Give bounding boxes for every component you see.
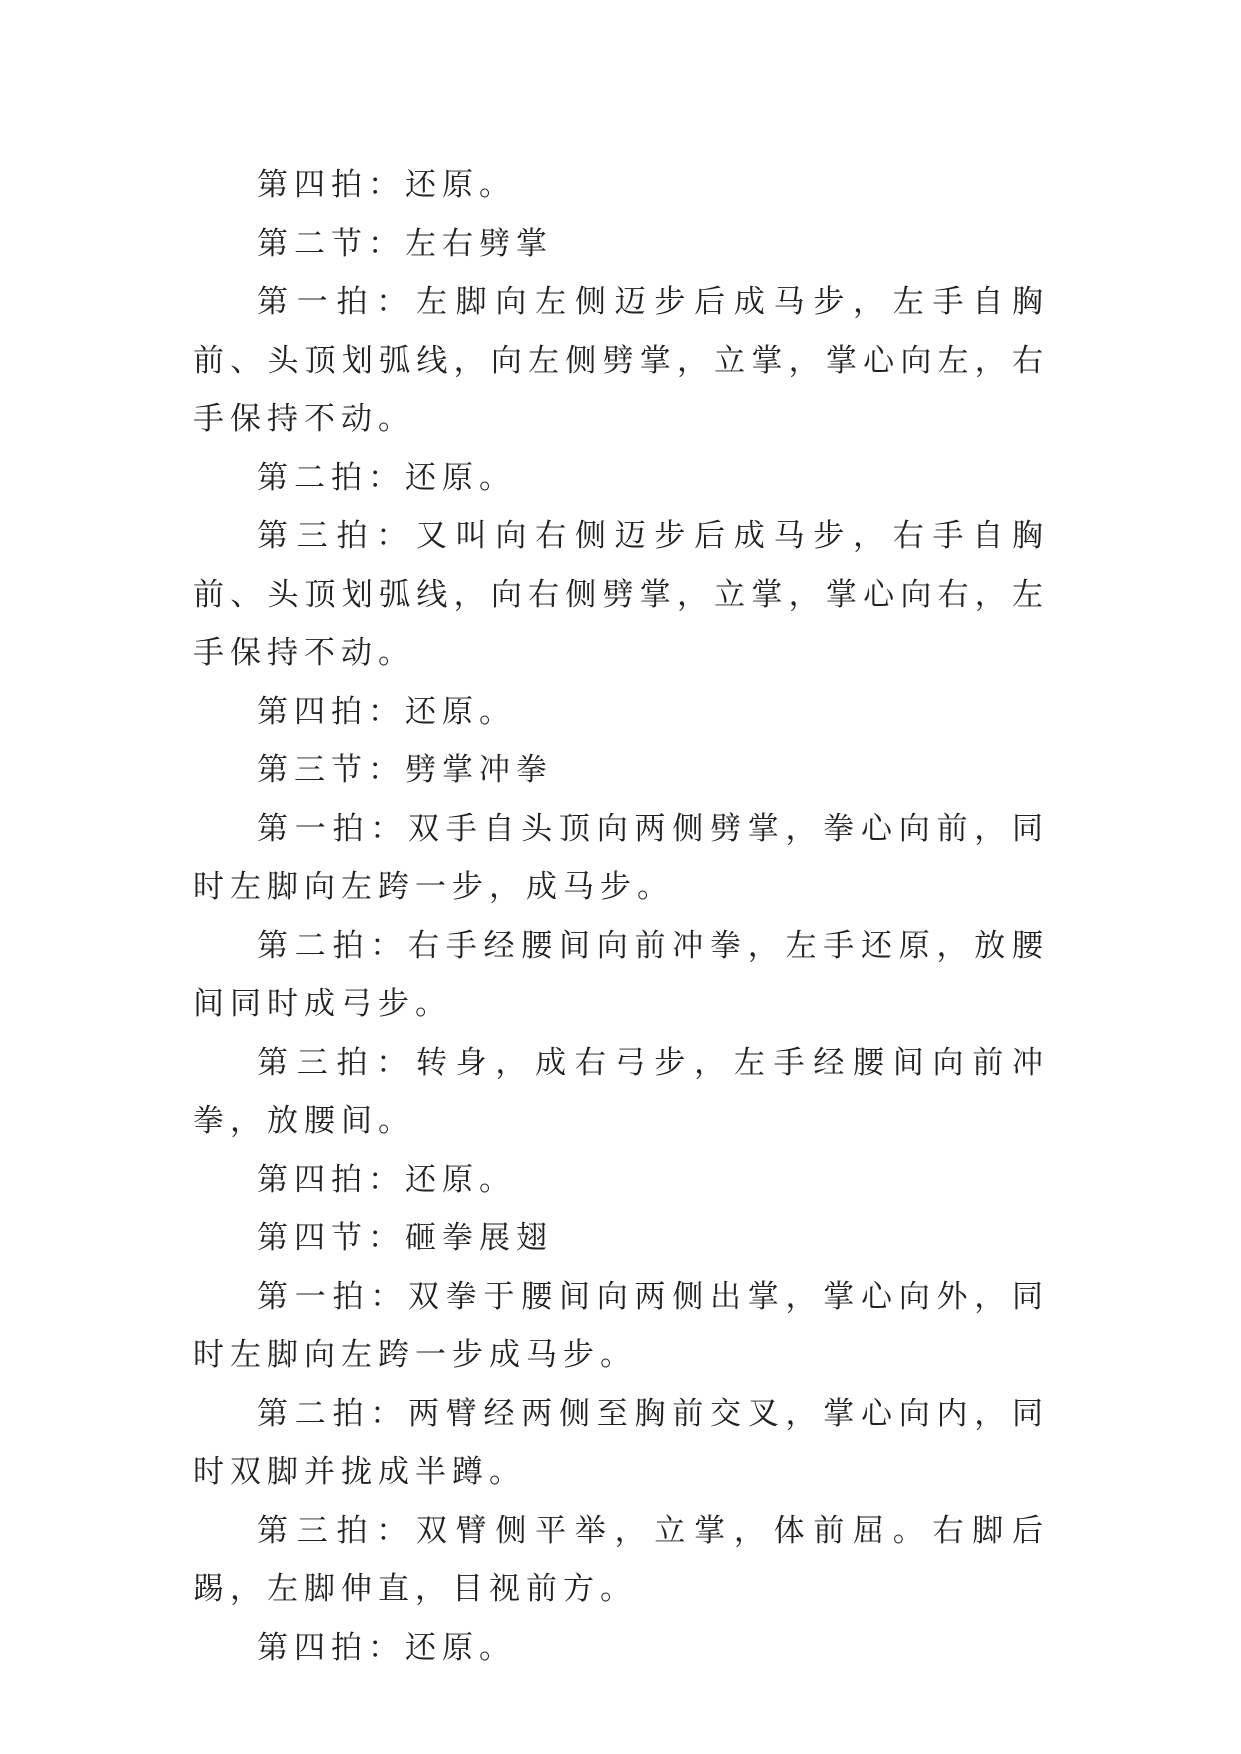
paragraph: 第三拍：又叫向右侧迈步后成马步，右手自胸前、头顶划弧线，向右侧劈掌，立掌，掌心向右，左手保持不动。: [193, 518, 1049, 671]
section-heading: 第四节：砸拳展翅: [257, 1220, 553, 1256]
paragraph: 第四拍：还原。: [257, 693, 516, 730]
paragraph: 第一拍：左脚向左侧迈步后成马步，左手自胸前、头顶划弧线，向左侧劈掌，立掌，掌心向左，右手保持不动。: [193, 284, 1049, 437]
paragraph: 第一拍：双手自头顶向两侧劈掌，拳心向前，同时左脚向左跨一步，成马步。: [193, 810, 1049, 905]
paragraph: 第三拍：转身，成右弓步，左手经腰间向前冲拳，放腰间。: [193, 1044, 1049, 1139]
paragraph: 第二拍：两臂经两侧至胸前交叉，掌心向内，同时双脚并拢成半蹲。: [193, 1395, 1049, 1490]
paragraph: 第四拍：还原。: [257, 1161, 516, 1198]
paragraph: 第一拍：双拳于腰间向两侧出掌，掌心向外，同时左脚向左跨一步成马步。: [193, 1278, 1049, 1373]
section-heading: 第三节：劈掌冲拳: [257, 752, 553, 788]
section-heading: 第二节：左右劈掌: [257, 225, 553, 262]
paragraph: 第四拍：还原。: [257, 167, 516, 203]
paragraph: 第二拍：右手经腰间向前冲拳，左手还原，放腰间同时成弓步。: [193, 927, 1049, 1022]
document-body: [193, 156, 1049, 1677]
paragraph: 第四拍：还原。: [257, 1629, 516, 1666]
paragraph: 第二拍：还原。: [257, 459, 516, 496]
paragraph: 第三拍：双臂侧平举，立掌，体前屈。右脚后踢，左脚伸直，目视前方。: [193, 1512, 1049, 1607]
